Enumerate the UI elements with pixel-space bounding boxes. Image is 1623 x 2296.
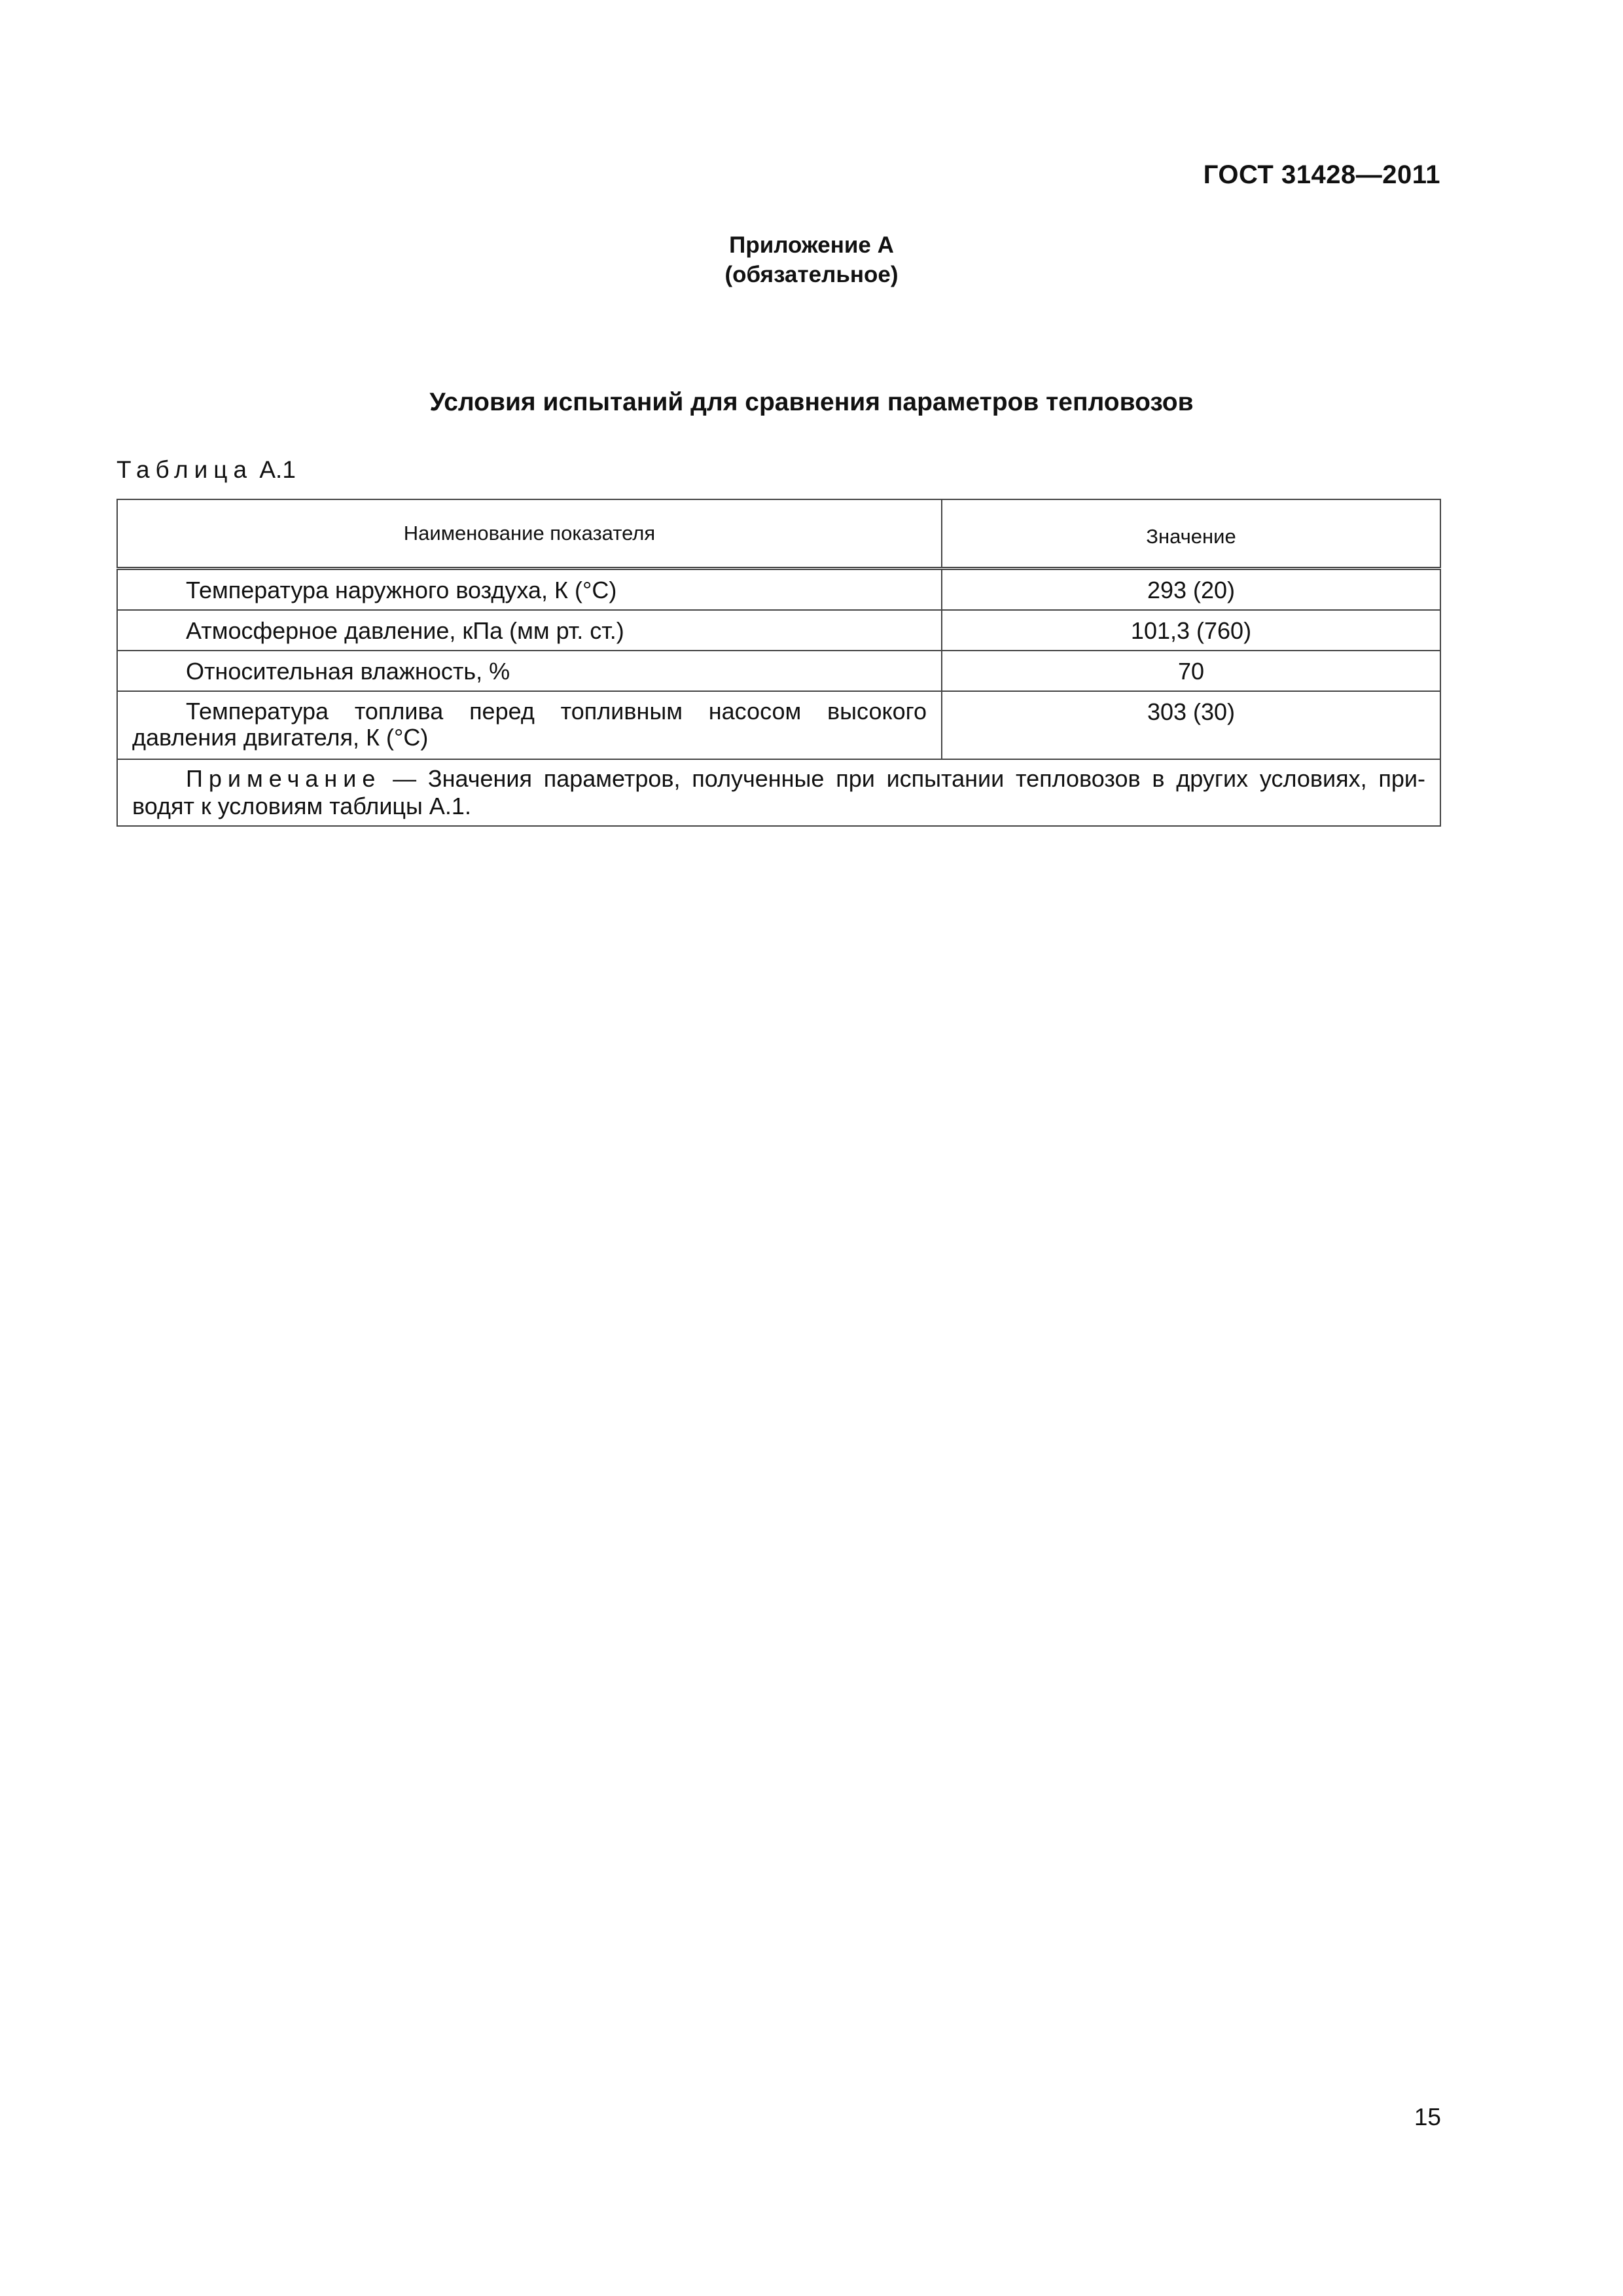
note-text: — Значения параметров, полученные при испытании тепловозов в других условиях, при-водят к условиям таблицы А.1.: [132, 765, 1425, 819]
appendix-heading: [0, 230, 1623, 289]
parameter-name: Температура топлива перед топливным насосом высокого давления двигателя, К (°С): [117, 691, 942, 759]
page-number: 15: [1414, 2104, 1441, 2130]
parameter-value: 303 (30): [942, 691, 1440, 759]
table-caption-number: А.1: [259, 456, 296, 483]
table-row: [117, 691, 1440, 759]
table-row: [117, 569, 1440, 611]
parameters-table: [116, 499, 1441, 827]
table-note-row: [117, 759, 1440, 826]
table-caption-label: Таблица: [116, 456, 253, 483]
parameter-name: Атмосферное давление, кПа (мм рт. ст.): [117, 610, 942, 651]
parameter-value: 70: [942, 651, 1440, 691]
column-header-value: Значение: [942, 499, 1440, 569]
parameter-value: 101,3 (760): [942, 610, 1440, 651]
appendix-title: Приложение А: [729, 232, 894, 258]
table-row: [117, 610, 1440, 651]
table-caption: [116, 456, 296, 484]
column-header-name: Наименование показателя: [117, 499, 942, 569]
parameter-name: Температура наружного воздуха, К (°С): [117, 569, 942, 611]
parameter-value: 293 (20): [942, 569, 1440, 611]
note-label: Примечание: [186, 765, 382, 792]
section-title: Условия испытаний для сравнения параметров тепловозов: [429, 388, 1194, 416]
table-header-row: [117, 499, 1440, 569]
appendix-status: (обязательное): [724, 262, 899, 287]
document-code: ГОСТ 31428—2011: [1203, 160, 1440, 189]
parameter-name: Относительная влажность, %: [117, 651, 942, 691]
table-note: [117, 759, 1440, 826]
table-row: [117, 651, 1440, 691]
